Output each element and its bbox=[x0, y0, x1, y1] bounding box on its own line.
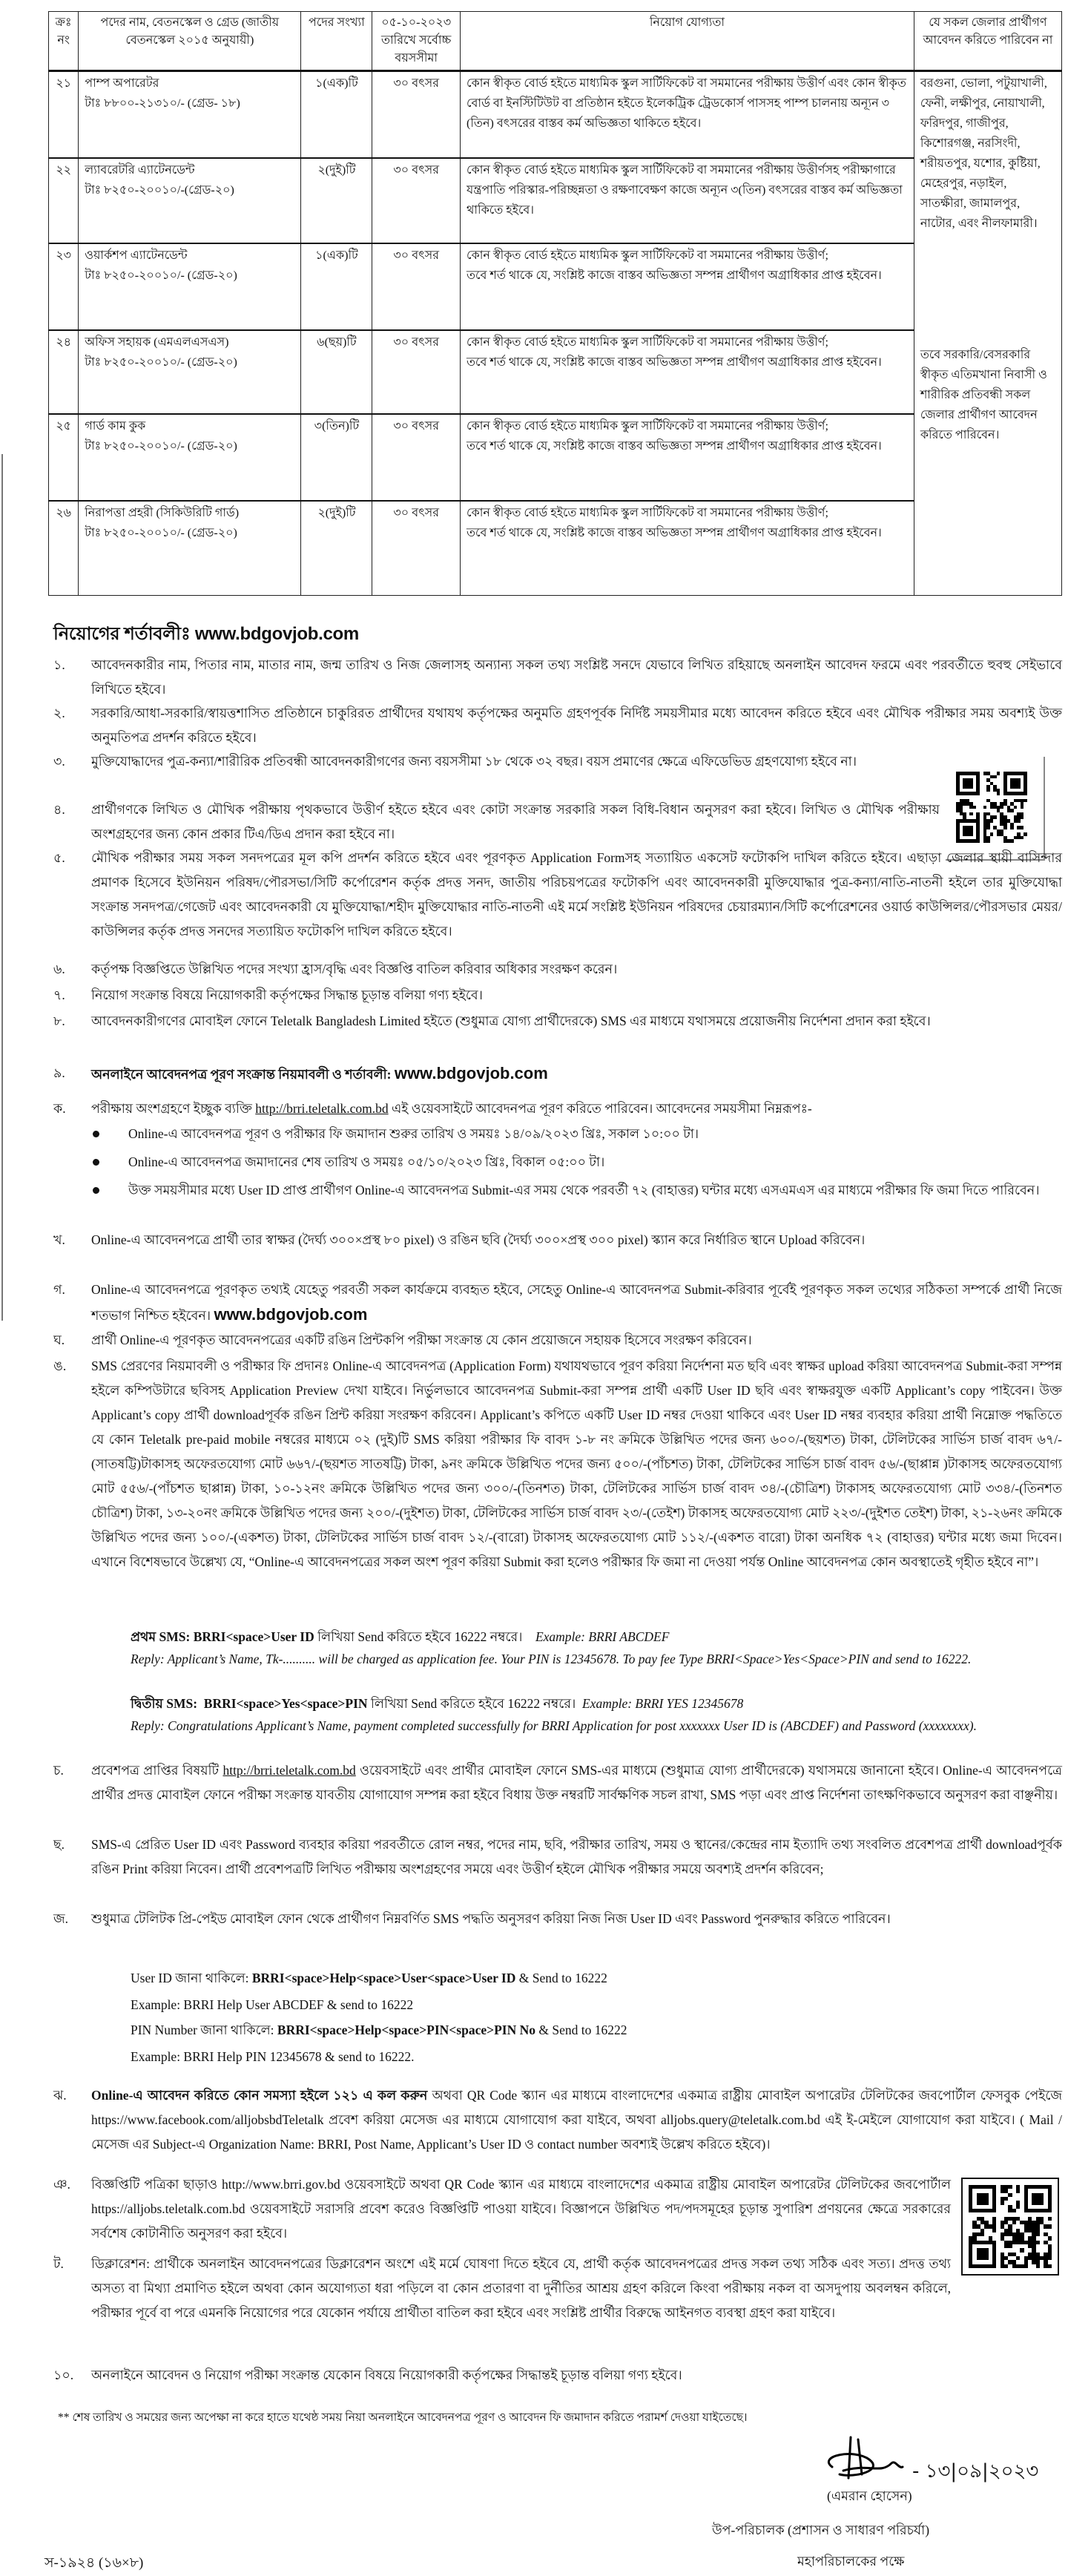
post-name: পাম্প অপারেটর bbox=[85, 77, 159, 90]
teletalk-link[interactable]: http://brri.teletalk.com.bd bbox=[222, 1763, 356, 1778]
signature-date: - ১৩|০৯|২০২৩ bbox=[912, 2460, 1039, 2483]
term-item-ja bbox=[53, 1907, 1062, 1931]
post-count: ৩(তিন)টি bbox=[301, 414, 372, 501]
qualification-cell bbox=[461, 243, 914, 330]
post-name: গার্ড কাম কুক bbox=[85, 419, 146, 433]
row-serial: ২১ bbox=[49, 71, 79, 158]
bullet-icon bbox=[93, 1131, 99, 1137]
age-limit: ৩০ বৎসর bbox=[372, 414, 461, 501]
term-item-10 bbox=[53, 2363, 1062, 2388]
page-edge-rule bbox=[1, 454, 3, 1321]
item-text: সরকারি/আধা-সরকারি/স্বায়ত্তশাসিত প্রতিষ্ঠানে চাকুরিরত প্রার্থীদের যথাযথ কর্তৃপক্ষের অনুমতি গ্রহণপূর্বক নির্দিষ্ট সময়সীমার মধ্যে আবেদন করিতে হইবে এবং মৌখিক পরীক্ষার সময় অবশ্যই উক্ত অনুমতিপত্র প্রদর্শন করিতে হইবে। bbox=[91, 706, 1062, 745]
cha-text-after: ওয়েবসাইটে এবং প্রার্থীর মোবাইল ফোনে SMS-এর মাধ্যমে (শুধুমাত্র যোগ্য প্রার্থীদেরকে) যথাসময়ে জানানো হইবে। Online-এ আবেদনপত্রে প্রার্থীর প্রদত্ত মোবাইল ফোনে পরীক্ষা সংক্রান্ত যাবতীয় যোগাযোগ সম্পন্ন করা হইবে বিধায় উক্ত নম্বরটি সার্বক্ষণিক সচল রাখা, SMS পড়া এবং প্রাপ্ত নির্দেশনা তাৎক্ষণিকভাবে অনুসরণ করা বাঞ্ছনীয়। bbox=[91, 1763, 1063, 1802]
exception-note: তবে সরকারি/বেসরকারি স্বীকৃত এতিমখানা নিবাসী ও শারীরিক প্রতিবন্ধী সকল জেলার প্রার্থীগণ আবেদন করিতে পারিবেন। bbox=[920, 349, 1047, 441]
item-number: ৯. bbox=[53, 1065, 65, 1080]
term-item-gha bbox=[53, 1328, 1062, 1353]
bullet-text: Online-এ আবেদনপত্র জমাদানের শেষ তারিখ ও সময়ঃ ০৫/১০/২০২৩ খ্রিঃ, বিকাল ০৫:০০ টা। bbox=[128, 1154, 605, 1169]
item-text: SMS-এ প্রেরিত User ID এবং Password ব্যবহার করিয়া পরবর্তীতে রোল নম্বর, পদের নাম, ছবি, পরীক্ষার তারিখ, সময় ও স্থানের/কেন্দ্রের নাম ইত্যাদি তথ্য সংবলিত প্রবেশপত্র প্রার্থী downloadপূর্বক রঙিন Print করিয়া নিবেন। প্রার্থী প্রবেশপত্রটি লিখিত পরীক্ষায় অংশগ্রহণের সময়ে এবং উত্তীর্ণ হইলে মৌখিক পরীক্ষার সময়ে অবশ্যই প্রদর্শন করিবেন; bbox=[91, 1837, 1062, 1876]
row-post-cell bbox=[79, 330, 301, 414]
item-text: মৌখিক পরীক্ষার সময় সকল সনদপত্রের মূল কপি প্রদর্শন করিতে হইবে এবং পূরণকৃত Application Formসহ সত্যায়িত একসেট ফটোকপি দাখিল করিতে হইবে। এছাড়া জেলার স্থায়ী বাসিন্দার প্রমাণক হিসেবে ইউনিয়ন পরিষদ/পৌরসভা/সিটি কর্পোরেশন কর্তৃক প্রদত্ত সনদ, জাতীয় পরিচয়পত্রের ফটোকপি এবং আবেদনকারী মুক্তিযোদ্ধার পুত্র-কন্যা/নাতি-নাতনী হইলে তার মুক্তিযোদ্ধা সংক্রান্ত সনদপত্র/গেজেট এবং আবেদনকারী যে মুক্তিযোদ্ধা/শহীদ মুক্তিযোদ্ধার নাতি-নাতনী এই মর্মে সংশ্লিষ্ট ইউনিয়ন পরিষদের চেয়ারম্যান/সিটি কর্পোরেশনের ওয়ার্ড কাউন্সিলর/পৌরসভার মেয়র/কাউন্সিলর কর্তৃক প্রদত্ত সনদের সত্যায়িত ফটোকপি দাখিল করিতে হইবে। bbox=[91, 850, 1062, 939]
row-post-cell bbox=[79, 501, 301, 596]
age-limit: ৩০ বৎসর bbox=[372, 243, 461, 330]
sms-first bbox=[131, 1626, 1058, 1647]
item-number: জ. bbox=[53, 1911, 69, 1926]
deadline-bullet-end bbox=[93, 1150, 1012, 1174]
item-number: চ. bbox=[53, 1763, 64, 1778]
terms-title-text: নিয়োগের শর্তাবলীঃ bbox=[53, 624, 191, 644]
item-number: খ. bbox=[53, 1232, 65, 1247]
term-item-5 bbox=[53, 846, 1062, 944]
ka-text-before: পরীক্ষায় অংশগ্রহণে ইচ্ছুক ব্যক্তি bbox=[91, 1101, 252, 1116]
sms-first-text: লিখিয়া Send করিতে হইবে 16222 নম্বরে। bbox=[317, 1629, 523, 1644]
item-number: ২. bbox=[53, 706, 65, 720]
qualification-note: তবে শর্ত থাকে যে, সংশ্লিষ্ট কাজে বাস্তব অভিজ্ঞতা সম্পন্ন প্রার্থীগণ অগ্রাধিকার প্রাপ্ত হইবেন। bbox=[467, 439, 882, 453]
item-text: মুক্তিযোদ্ধাদের পুত্র-কন্যা/শারীরিক প্রতিবন্ধী আবেদনকারীগণের জন্য বয়সসীমা ১৮ থেকে ৩২ বছর। বয়স প্রমাণের ক্ষেত্রে এফিডেভিড গ্রহণযোগ্য হইবে না। bbox=[91, 754, 857, 769]
row-serial: ২২ bbox=[49, 158, 79, 243]
row-serial: ২৪ bbox=[49, 330, 79, 414]
post-count: ১(এক)টি bbox=[301, 71, 372, 158]
signatory-on-behalf: মহাপরিচালকের পক্ষে bbox=[797, 2554, 905, 2569]
qualification: কোন স্বীকৃত বোর্ড হইতে মাধ্যমিক স্কুল সার্টিফিকেট বা সমমানের পরীক্ষায় উত্তীর্ণ; bbox=[467, 419, 828, 433]
bullet-icon bbox=[93, 1159, 99, 1166]
sms-second-reply bbox=[131, 1715, 1006, 1736]
term-item-ka bbox=[53, 1097, 1062, 1121]
bullet-text: Online-এ আবেদনপত্র পূরণ ও পরীক্ষার ফি জমাদান শুরুর তারিখ ও সময়ঃ ১৪/০৯/২০২৩ খ্রিঃ, সকাল ১০:০০ টা। bbox=[128, 1126, 699, 1141]
row-post-cell bbox=[79, 243, 301, 330]
item-number: গ. bbox=[53, 1282, 65, 1297]
ga-url: www.bdgovjob.com bbox=[214, 1305, 368, 1324]
terms-title bbox=[53, 620, 1062, 650]
term-item-9 bbox=[53, 1061, 1062, 1087]
pay-scale: টাঃ ৮২৫০-২০০১০/-(গ্রেড-২০) bbox=[85, 183, 234, 197]
item-text: আবেদনকারীগণের মোবাইল ফোনে Teletalk Bangladesh Limited হইতে (শুধুমাত্র যোগ্য প্রার্থীদেরকে) SMS এর মাধ্যমে যথাসময়ে প্রয়োজনীয় নির্দেশনা প্রদান করা হইবে। bbox=[91, 1013, 931, 1028]
item-text: অনলাইনে আবেদন ও নিয়োগ পরীক্ষা সংক্রান্ত যেকোন বিষয়ে নিয়োগকারী কর্তৃপক্ষের সিদ্ধান্তই চূড়ান্ত বলিয়া গণ্য হইবে। bbox=[91, 2368, 682, 2382]
term-item-nya bbox=[53, 2172, 951, 2246]
qualification-note: তবে শর্ত থাকে যে, সংশ্লিষ্ট কাজে বাস্তব অভিজ্ঞতা সম্পন্ন প্রার্থীগণ অগ্রাধিকার প্রাপ্ত হইবেন। bbox=[467, 526, 882, 539]
term-item-kha bbox=[53, 1228, 1062, 1252]
qr-code-box bbox=[946, 757, 1045, 861]
item-number: ৩. bbox=[53, 754, 65, 769]
post-count: ২(দুই)টি bbox=[301, 501, 372, 596]
sms-first-reply bbox=[131, 1649, 1058, 1669]
row-serial: ২৫ bbox=[49, 414, 79, 501]
item-number: ঞ. bbox=[53, 2177, 70, 2192]
term-item-3 bbox=[53, 749, 940, 774]
help-pin-example: Example: BRRI Help PIN 12345678 & send to 16222. bbox=[131, 2049, 415, 2064]
item-text: নিয়োগ সংক্রান্ত বিষয়ে নিয়োগকারী কর্তৃপক্ষের সিদ্ধান্ত চূড়ান্ত বলিয়া গণ্য হইবে। bbox=[91, 988, 483, 1002]
item-number: ট. bbox=[53, 2256, 64, 2271]
term-item-uma bbox=[53, 1354, 1062, 1574]
post-count: ৬(ছয়)টি bbox=[301, 330, 372, 414]
post-count: ২(দুই)টি bbox=[301, 158, 372, 243]
help-pin-tail: & Send to 16222 bbox=[538, 2023, 627, 2037]
item-text bbox=[91, 1061, 1062, 1087]
qualification: কোন স্বীকৃত বোর্ড হইতে মাধ্যমিক স্কুল সার্টিফিকেট বা সমমানের পরীক্ষায় উত্তীর্ণ; bbox=[467, 506, 828, 519]
header-excluded-districts: যে সকল জেলার প্রার্থীগণ আবেদন করিতে পারিবেন না bbox=[914, 12, 1061, 71]
item-text: বিজ্ঞপ্তিটি পত্রিকা ছাড়াও http://www.brri.gov.bd ওয়েবসাইটে অথবা QR Code স্ক্যান এর মাধ্যমে বাংলাদেশের একমাত্র রাষ্ট্রীয় মোবাইল অপারেটর টেলিটকের জবপোর্টাল https://alljobs.teletalk.com.bd ওয়েবসাইটে সরাসরি প্রবেশ করেও বিজ্ঞপ্তিটি পাওয়া যাইবে। বিজ্ঞাপনে উল্লিখিত পদ/পদসমূহের চূড়ান্ত সুপারিশ প্রণয়নের ক্ষেত্রে সরকারের সর্বশেষ কোটানীতি অনুসরণ করা হইবে। bbox=[91, 2177, 951, 2241]
item-text: আবেদনকারীর নাম, পিতার নাম, মাতার নাম, জন্ম তারিখ ও নিজ জেলাসহ অন্যান্য সকল তথ্য সংশ্লিষ্ট সনদে যেভাবে লিখিত রহিয়াছে অনলাইন আবেদন ফরমে এবং পরবর্তীতে হুবহু সেইভাবে লিখিতে হইবে। bbox=[91, 657, 1062, 697]
item-text bbox=[91, 1097, 1062, 1121]
pay-scale: টাঃ ৮২৫০-২০০১০/- (গ্রেড-২০) bbox=[85, 439, 237, 453]
sms-second-text: লিখিয়া Send করিতে হইবে 16222 নম্বরে। bbox=[370, 1696, 576, 1711]
item-number: ক. bbox=[53, 1101, 66, 1116]
table-header-row bbox=[49, 12, 1062, 71]
term-item-jha bbox=[53, 2083, 1062, 2157]
sms-second-code: BRRI<space>Yes<space>PIN bbox=[203, 1696, 368, 1711]
sms-second-example: Example: BRRI YES 12345678 bbox=[581, 1696, 744, 1711]
item-text: SMS প্রেরণের নিয়মাবলী ও পরীক্ষার ফি প্রদানঃ Online-এ আবেদনপত্র (Application Form) যথাযথভাবে পূরণ করিয়া নির্দেশনা মত ছবি এবং স্বাক্ষর upload করিয়া আবেদনপত্র Submit-করা সম্পন্ন হইলে কম্পিউটারে ছবিসহ Application Preview দেখা যাইবে। নির্ভুলভাবে আবেদনপত্র Submit-করা সম্পন্ন প্রার্থী একটি User ID ছবি এবং স্বাক্ষরযুক্ত একটি Applicant’s copy পাইবেন। উক্ত Applicant’s copy প্রার্থী downloadপূর্বক রঙিন প্রিন্ট করিয়া সংরক্ষণ করিবেন। Applicant’s কপিতে একটি User ID নম্বর দেওয়া থাকিবে এবং User ID নম্বর ব্যবহার করিয়া প্রার্থী নিম্নোক্ত পদ্ধতিতে যে কোন Teletalk pre-paid mobile নম্বরের মাধ্যমে ০২ (দুই)টি SMS করিয়া পরীক্ষার ফি বাবদ ১-৮ নং ক্রমিকে উল্লিখিত পদের জন্য ৬০০/-(ছয়শত) টাকা, টেলিটকের সার্ভিস চার্জ বাবদ ৬৭/-(সাতষট্টি)টাকাসহ অফেরতযোগ্য মোট ৬৬৭/-(ছয়শত সাতষট্টি) টাকা, ৯নং ক্রমিকে উল্লিখিত পদের জন্য ৫০০/-(পাঁচশত) টাকা, টেলিটকের সার্ভিস চার্জ বাবদ ৫৬/-(ছাপ্পান্ন )টাকাসহ অফেরতযোগ্য মোট ৫৫৬/-(পাঁচশত ছাপ্পান্ন) টাকা, ১০-১২নং ক্রমিকে উল্লিখিত পদের জন্য ৩০০/-(তিনশত) টাকা, টেলিটকের সার্ভিস চার্জ বাবদ ৩৪/-(চৌত্রিশ) টাকাসহ অফেরতযোগ্য মোট ৩৩৪/-(তিনশত চৌত্রিশ) টাকা, ১৩-২০নং ক্রমিকে উল্লিখিত পদের জন্য ২০০/-(দুইশত) টাকা, টেলিটকের সার্ভিস চার্জ বাবদ ২৩/-(তেইশ) টাকাসহ অফেরতযোগ্য মোট ২২৩/-(দুইশত তেইশ) টাকা, ২১-২৬নং ক্রমিকে উল্লিখিত পদের জন্য ১০০/-(একশত) টাকা, টেলিটকের সার্ভিস চার্জ বাবদ ১২/-(বারো) টাকাসহ অফেরতযোগ্য মোট ১১২/-(একশত বারো) টাকা অনধিক ৭২ (বাহাত্তর) ঘন্টার মধ্যে জমা দিবেন। এখানে বিশেষভাবে উল্লেখ্য যে, “Online-এ আবেদনপত্রের সকল অংশ পূরণ করিয়া Submit করা হলেও পরীক্ষার ফি জমা না দেওয়া পর্যন্ত Online আবেদনপত্র কোন অবস্থাতেই গৃহীত হইবে না”। bbox=[91, 1358, 1062, 1569]
table-row bbox=[49, 501, 1062, 596]
pay-scale: টাঃ ৮৮০০-২১৩১০/- (গ্রেড- ১৮) bbox=[85, 97, 240, 110]
post-name: ওয়ার্কশপ এ্যাটেনডেন্ট bbox=[85, 249, 188, 262]
pay-scale: টাঃ ৮২৫০-২০০১০/- (গ্রেড-২০) bbox=[85, 526, 237, 539]
pay-scale: টাঃ ৮২৫০-২০০১০/- (গ্রেড-২০) bbox=[85, 355, 237, 369]
item-number: ঘ. bbox=[53, 1333, 65, 1347]
item-text: শুধুমাত্র টেলিটক প্রি-পেইড মোবাইল ফোন থেকে প্রার্থীগণ নিম্নবর্ণিত SMS পদ্ধতি অনুসরণ করিয়া নিজ নিজ User ID এবং Password পুনরুদ্ধার করিতে পারিবেন। bbox=[91, 1911, 891, 1926]
item9-text: অনলাইনে আবেদনপত্র পূরণ সংক্রান্ত নিয়মাবলী ও শর্তাবলী: bbox=[91, 1067, 392, 1082]
bullet-text: উক্ত সময়সীমার মধ্যে User ID প্রাপ্ত প্রার্থীগণ Online-এ আবেদনপত্র Submit-এর সময় থেকে পরবর্তী ৭২ (বাহাত্তর) ঘন্টার মধ্যে এসএমএস এর মাধ্যমে পরীক্ষার ফি জমা দিতে পারিবেন। bbox=[128, 1183, 1040, 1197]
terms-title-url: www.bdgovjob.com bbox=[194, 624, 359, 644]
sms-first-example: Example: BRRI ABCDEF bbox=[535, 1629, 670, 1644]
item-number: ৪. bbox=[53, 802, 65, 817]
row-post-cell bbox=[79, 414, 301, 501]
item-text: প্রার্থী Online-এ পূরণকৃত আবেদনপত্রের একটি রঙিন প্রিন্টকপি পরীক্ষা সংক্রান্ত যে কোন প্রয়োজনে সহায়ক হিসেবে সংরক্ষণ করিবেন। bbox=[91, 1333, 752, 1347]
item-text: ডিক্লারেশন: প্রার্থীকে অনলাইন আবেদনপত্রের ডিক্লারেশন অংশে এই মর্মে ঘোষণা দিতে হইবে যে, প্রার্থী কর্তৃক আবেদনপত্রের প্রদত্ত সকল তথ্য সঠিক এবং সত্য। প্রদত্ত তথ্য অসত্য বা মিথ্যা প্রমাণিত হইলে অথবা কোন অযোগ্যতা ধরা পড়িলে বা কোন প্রতারণা বা দুর্নীতির আশ্রয় গ্রহণ করিলে কিংবা পরীক্ষায় নকল বা অসদুপায় অবলম্বন করিলে, পরীক্ষার পূর্বে বা পরে এমনকি নিয়োগের পরে যেকোন পর্যায়ে প্রার্থীতা বাতিল করা হইবে এবং সংশ্লিষ্ট প্রার্থীর বিরুদ্ধে আইনগত ব্যবস্থা গ্রহণ করা যাইবে। bbox=[91, 2256, 951, 2320]
post-count: ১(এক)টি bbox=[301, 243, 372, 330]
ka-text-after: এই ওয়েবসাইটে আবেদনপত্র পূরণ করিতে পারিবেন। আবেদনের সময়সীমা নিম্নরূপঃ- bbox=[391, 1101, 812, 1116]
sms-second-reply-text: Reply: Congratulations Applicant’s Name, payment completed successfully for BRRI Application for post xxxxxxx User ID is (ABCDEF) and Password (xxxxxxxx). bbox=[131, 1718, 977, 1733]
item-number: ৬. bbox=[53, 962, 65, 976]
excluded-districts-cell bbox=[914, 71, 1061, 596]
item-text: কর্তৃপক্ষ বিজ্ঞপ্তিতে উল্লিখিত পদের সংখ্যা হ্রাস/বৃদ্ধি এবং বিজ্ঞপ্তি বাতিল করিবার অধিকার সংরক্ষণ করেন। bbox=[91, 962, 618, 976]
row-serial: ২৬ bbox=[49, 501, 79, 596]
jha-text: অথবা QR Code স্ক্যান এর মাধ্যমে বাংলাদেশের একমাত্র রাষ্ট্রীয় মোবাইল অপারেটর টেলিটকের জবপোর্টাল ফেসবুক পেইজে https://www.facebook.com/alljobsbdTeletalk প্রবেশ করিয়া মেসেজ এর মাধ্যমে যোগাযোগ করা যাইবে, অথবা alljobs.query@teletalk.com.bd এই ই-মেইলে যোগাযোগ করা যাইবে। ( Mail /মেসেজ এর Subject-এ Organization Name: BRRI, Post Name, Applicant’s User ID ও contact number অবশ্যই উল্লেখ করিতে হইবে)। bbox=[91, 2088, 1063, 2152]
qualification-cell bbox=[461, 501, 914, 596]
term-item-cha bbox=[53, 1758, 1062, 1807]
item-number: ১০. bbox=[53, 2368, 74, 2382]
table-row bbox=[49, 243, 1062, 330]
item-number: ঙ. bbox=[53, 1358, 67, 1373]
item-text bbox=[91, 2083, 1062, 2157]
term-item-4 bbox=[53, 798, 940, 847]
post-name: ল্যাবরেটরি এ্যাটেনডেন্ট bbox=[85, 163, 195, 177]
help-user-example: Example: BRRI Help User ABCDEF & send to 16222 bbox=[131, 1997, 414, 2012]
header-qualification: নিয়োগ যোগ্যতা bbox=[461, 12, 914, 71]
table-row bbox=[49, 414, 1062, 501]
help-pin-code: BRRI<space>Help<space>PIN<space>PIN No bbox=[277, 2023, 535, 2037]
qualification: কোন স্বীকৃত বোর্ড হইতে মাধ্যমিক স্কুল সার্টিফিকেট বা সমমানের পরীক্ষায় উত্তীর্ণ এবং কোন স্বীকৃত বোর্ড বা ইনস্টিটিউট বা প্রতিষ্ঠান হইতে ইলেকট্রিক ট্রেডকোর্স পাসসহ পাম্প চালনায় অন্যূন ৩ (তিন) বৎসরের বাস্তব কর্ম অভিজ্ঞতা থাকিতে হইবে। bbox=[461, 71, 914, 158]
item-number: ৭. bbox=[53, 988, 65, 1002]
qualification-note: তবে শর্ত থাকে যে, সংশ্লিষ্ট কাজে বাস্তব অভিজ্ঞতা সম্পন্ন প্রার্থীগণ অগ্রাধিকার প্রাপ্ত হইবেন। bbox=[467, 355, 882, 369]
age-limit: ৩০ বৎসর bbox=[372, 501, 461, 596]
header-post-count: পদের সংখ্যা bbox=[301, 12, 372, 71]
term-item-1 bbox=[53, 653, 1062, 702]
table-row bbox=[49, 158, 1062, 243]
qualification-cell bbox=[461, 414, 914, 501]
excluded-districts: বরগুনা, ভোলা, পটুয়াখালী, ফেনী, লক্ষীপুর, নোয়াখালী, ফরিদপুর, গাজীপুর, কিশোরগঞ্জ, নরসিংদী, শরীয়তপুর, যশোর, কুষ্টিয়া, মেহেরপুর, নড়াইল, সাতক্ষীরা, জামালপুর, নাটোর, এবং নীলফামারী। bbox=[920, 77, 1047, 230]
pay-scale: টাঃ ৮২৫০-২০০১০/- (গ্রেড-২০) bbox=[85, 269, 237, 282]
item-number: ছ. bbox=[53, 1837, 65, 1852]
term-item-chha bbox=[53, 1833, 1062, 1882]
item-text: প্রার্থীগণকে লিখিত ও মৌখিক পরীক্ষায় পৃথকভাবে উত্তীর্ণ হইতে হইবে এবং কোটা সংক্রান্ত সরকারি সকল বিধি-বিধান অনুসরণ করা হইবে। লিখিত ও মৌখিক পরীক্ষায় অংশগ্রহণের জন্য কোন প্রকার টিএ/ডিএ প্রদান করা হইবে না। bbox=[91, 802, 940, 841]
help-user-id bbox=[131, 1966, 1021, 1991]
term-item-2 bbox=[53, 701, 1062, 750]
qr-code-icon bbox=[956, 772, 1027, 843]
table-row bbox=[49, 330, 1062, 414]
signatory-name: (এমরান হোসেন) bbox=[827, 2488, 912, 2503]
age-limit: ৩০ বৎসর bbox=[372, 158, 461, 243]
deadline-bullet-fee bbox=[93, 1178, 1062, 1203]
ga-text: Online-এ আবেদনপত্রে পূরণকৃত তথ্যই যেহেতু পরবর্তী সকল কার্যক্রমে ব্যবহৃত হইবে, সেহেতু Online-এ আবেদনপত্র Submit-করিবার পূর্বেই পূরণকৃত সকল তথ্যের সঠিকতা সম্পর্কে প্রার্থী নিজে শতভাগ নিশ্চিত হইবেন। bbox=[91, 1282, 1062, 1323]
qualification-cell bbox=[461, 330, 914, 414]
header-age-limit: ০৫-১০-২০২৩ তারিখে সর্বোচ্চ বয়সসীমা bbox=[372, 12, 461, 71]
qualification: কোন স্বীকৃত বোর্ড হইতে মাধ্যমিক স্কুল সার্টিফিকেট বা সমমানের পরীক্ষায় উত্তীর্ণসহ পরীক্ষাগারে যন্ত্রপাতি পরিস্কার-পরিচ্ছন্নতা ও রক্ষণাবেক্ষণ কাজে অন্যূন ৩(তিন) বৎসরের বাস্তব কর্ম অভিজ্ঞতা থাকিতে হইবে। bbox=[461, 158, 914, 243]
qualification: কোন স্বীকৃত বোর্ড হইতে মাধ্যমিক স্কুল সার্টিফিকেট বা সমমানের পরীক্ষায় উত্তীর্ণ; bbox=[467, 335, 828, 349]
term-item-ta bbox=[53, 2252, 951, 2325]
item-number: ৮. bbox=[53, 1013, 65, 1028]
item-number: ১. bbox=[53, 657, 65, 672]
post-name: নিরাপত্তা প্রহরী (সিকিউরিটি গার্ড) bbox=[85, 506, 240, 519]
term-item-7 bbox=[53, 983, 1062, 1008]
teletalk-link[interactable]: http://brri.teletalk.com.bd bbox=[255, 1101, 389, 1116]
sms-first-reply-text: Reply: Applicant’s Name, Tk-.......... will be charged as application fee. Your PIN is 12345678. To pay fee Type BRRI<Space>Yes<Space>PIN and send to 16222. bbox=[131, 1652, 972, 1666]
item-text bbox=[91, 1758, 1062, 1807]
qualification-note: তবে শর্ত থাকে যে, সংশ্লিষ্ট কাজে বাস্তব অভিজ্ঞতা সম্পন্ন প্রার্থীগণ অগ্রাধিকার প্রাপ্ত হইবেন। bbox=[467, 269, 882, 282]
header-serial: ক্রঃ নং bbox=[49, 12, 79, 71]
sms-first-code: BRRI<space>User ID bbox=[193, 1629, 314, 1644]
deadline-bullet-start bbox=[93, 1122, 1012, 1146]
reference-code: স-১৯২৪ (১৬×৮) bbox=[44, 2555, 144, 2571]
item-text: Online-এ আবেদনপত্রে প্রার্থী তার স্বাক্ষর (দৈর্ঘ্য ৩০০×প্রস্থ ৮০ pixel) ও রঙিন ছবি (দৈর্ঘ্য ৩০০×প্রস্থ ৩০০ pixel) স্ক্যান করে নির্ধারিত স্থানে Upload করিবেন। bbox=[91, 1232, 866, 1247]
signatory-title: উপ-পরিচালক (প্রশাসন ও সাধারণ পরিচর্যা) bbox=[712, 2523, 930, 2537]
advisory-note: ** শেষ তারিখ ও সময়ের জন্য অপেক্ষা না করে হাতে যথেষ্ঠ সময় নিয়া অনলাইনে আবেদনপত্র পূরণ ও আবেদন ফি জমাদান করিতে পরামর্শ দেওয়া যাইতেছে। bbox=[58, 2411, 748, 2424]
sms-first-label: প্রথম SMS: bbox=[131, 1629, 191, 1644]
sms-second bbox=[131, 1693, 1065, 1714]
term-item-ga bbox=[53, 1278, 1062, 1328]
help-pin bbox=[131, 2018, 1021, 2043]
help-user-tail: & Send to 16222 bbox=[518, 1971, 607, 1985]
table-row bbox=[49, 71, 1062, 158]
qr-code-box bbox=[961, 2178, 1059, 2276]
posts-table bbox=[48, 11, 1062, 596]
help-user-label: User ID জানা থাকিলে: bbox=[131, 1971, 249, 1985]
item-number: ঝ. bbox=[53, 2088, 67, 2103]
header-post-name: পদের নাম, বেতনস্কেল ও গ্রেড (জাতীয় বেতনস্কেল ২০১৫ অনুযায়ী) bbox=[79, 12, 301, 71]
help-user-code: BRRI<space>Help<space>User<space>User ID bbox=[251, 1971, 516, 1985]
qr-code-icon bbox=[969, 2185, 1052, 2268]
bullet-icon bbox=[93, 1187, 99, 1194]
item9-url: www.bdgovjob.com bbox=[394, 1064, 548, 1082]
item-number: ৫. bbox=[53, 850, 65, 865]
item-text bbox=[91, 1278, 1062, 1328]
jha-helpline: Online-এ আবেদন করিতে কোন সমস্যা হইলে ১২১ এ কল করুন bbox=[91, 2088, 428, 2103]
row-post-cell bbox=[79, 158, 301, 243]
row-serial: ২৩ bbox=[49, 243, 79, 330]
term-item-6 bbox=[53, 957, 1062, 982]
help-pin-label: PIN Number জানা থাকিলে: bbox=[131, 2023, 274, 2037]
row-post-cell bbox=[79, 71, 301, 158]
term-item-8 bbox=[53, 1009, 1062, 1034]
age-limit: ৩০ বৎসর bbox=[372, 330, 461, 414]
post-name: অফিস সহায়ক (এমএলএসএস) bbox=[85, 335, 229, 349]
age-limit: ৩০ বৎসর bbox=[372, 71, 461, 158]
sms-second-label: দ্বিতীয় SMS: bbox=[131, 1696, 198, 1711]
cha-text-before: প্রবেশপত্র প্রাপ্তির বিষয়টি bbox=[91, 1763, 220, 1778]
qualification: কোন স্বীকৃত বোর্ড হইতে মাধ্যমিক স্কুল সার্টিফিকেট বা সমমানের পরীক্ষায় উত্তীর্ণ; bbox=[467, 249, 828, 262]
